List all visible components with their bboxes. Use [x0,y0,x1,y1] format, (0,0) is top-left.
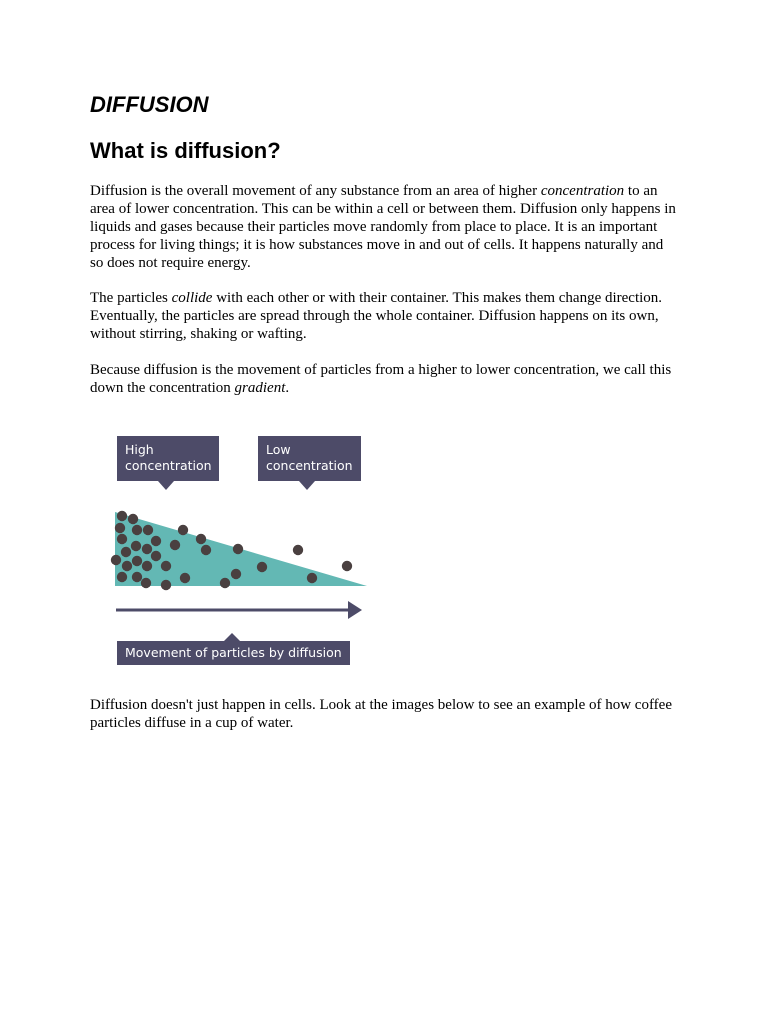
particle-dot [111,555,121,565]
paragraph-gradient-text-1: Because diffusion is the movement of particles from a higher to lower concentration, we call this down the concentration [90,362,672,396]
particle-dot [220,578,230,588]
paragraph-intro-text-1: Diffusion is the overall movement of any substance from an area of higher [90,183,541,199]
particle-dot [151,551,161,561]
particle-dot [170,540,180,550]
particle-dot [231,569,241,579]
particle-dot [151,536,161,546]
particle-dot [161,580,171,590]
direction-arrow-head [348,601,362,619]
particle-dot [143,525,153,535]
paragraph-gradient-text-2: . [285,380,290,396]
term-concentration: concentration [540,183,625,199]
particle-dot [117,572,127,582]
particle-dot [132,556,142,566]
particle-dot [132,572,142,582]
paragraph-intro-text-2: to an area of lower concentration. This can be within a cell or between them. Diffusion only happens in liquids and gases because their particles move randomly from place to place. It is an important process for living things; it is how substances move in and out of cells. It happens naturally and so does not require energy. [90,183,676,271]
particle-dot [342,561,352,571]
particle-dot [141,578,151,588]
paragraph-coffee: Diffusion doesn't just happen in cells. Look at the images below to see an example of how coffee particles diffuse in a cup of water. [90,697,672,731]
paragraph-collisions-text-2: with each other or with their container. This makes them change direction. Eventually, the particles are spread through the whole container. Diffusion happens on its own, without stirring, shaking or wafting. [90,290,663,342]
high-concentration-label-line-1: High [125,442,154,457]
particle-dot [128,514,138,524]
term-collide: collide [171,290,213,306]
particle-dot [122,561,132,571]
particle-dot [131,541,141,551]
low-concentration-label-line-1: Low [266,442,291,457]
document-title: DIFFUSION [90,92,209,117]
particle-dot [293,545,303,555]
particle-dot [117,534,127,544]
particle-dot [117,511,127,521]
high-concentration-label [117,436,219,481]
particle-dot [161,561,171,571]
low-concentration-label-line-2: concentration [266,458,353,473]
particle-dot [180,573,190,583]
particle-dot [142,544,152,554]
paragraph-gradient [90,361,680,397]
paragraph-collisions-text-1: The particles [90,290,172,306]
section-heading: What is diffusion? [90,138,281,163]
paragraph-collisions [90,289,680,343]
particle-dot [201,545,211,555]
particle-dot [121,547,131,557]
particle-dot [142,561,152,571]
particle-dot [196,534,206,544]
particle-dot [307,573,317,583]
diffusion-caption: Movement of particles by diffusion [117,641,350,665]
high-concentration-label-line-2: concentration [125,458,212,473]
particle-dot [132,525,142,535]
term-gradient: gradient [234,380,286,396]
paragraph-intro [90,182,680,272]
particle-dot [115,523,125,533]
particle-dot [178,525,188,535]
particle-dot [257,562,267,572]
low-concentration-label [258,436,361,481]
particle-dot [233,544,243,554]
diffusion-diagram [90,425,380,675]
